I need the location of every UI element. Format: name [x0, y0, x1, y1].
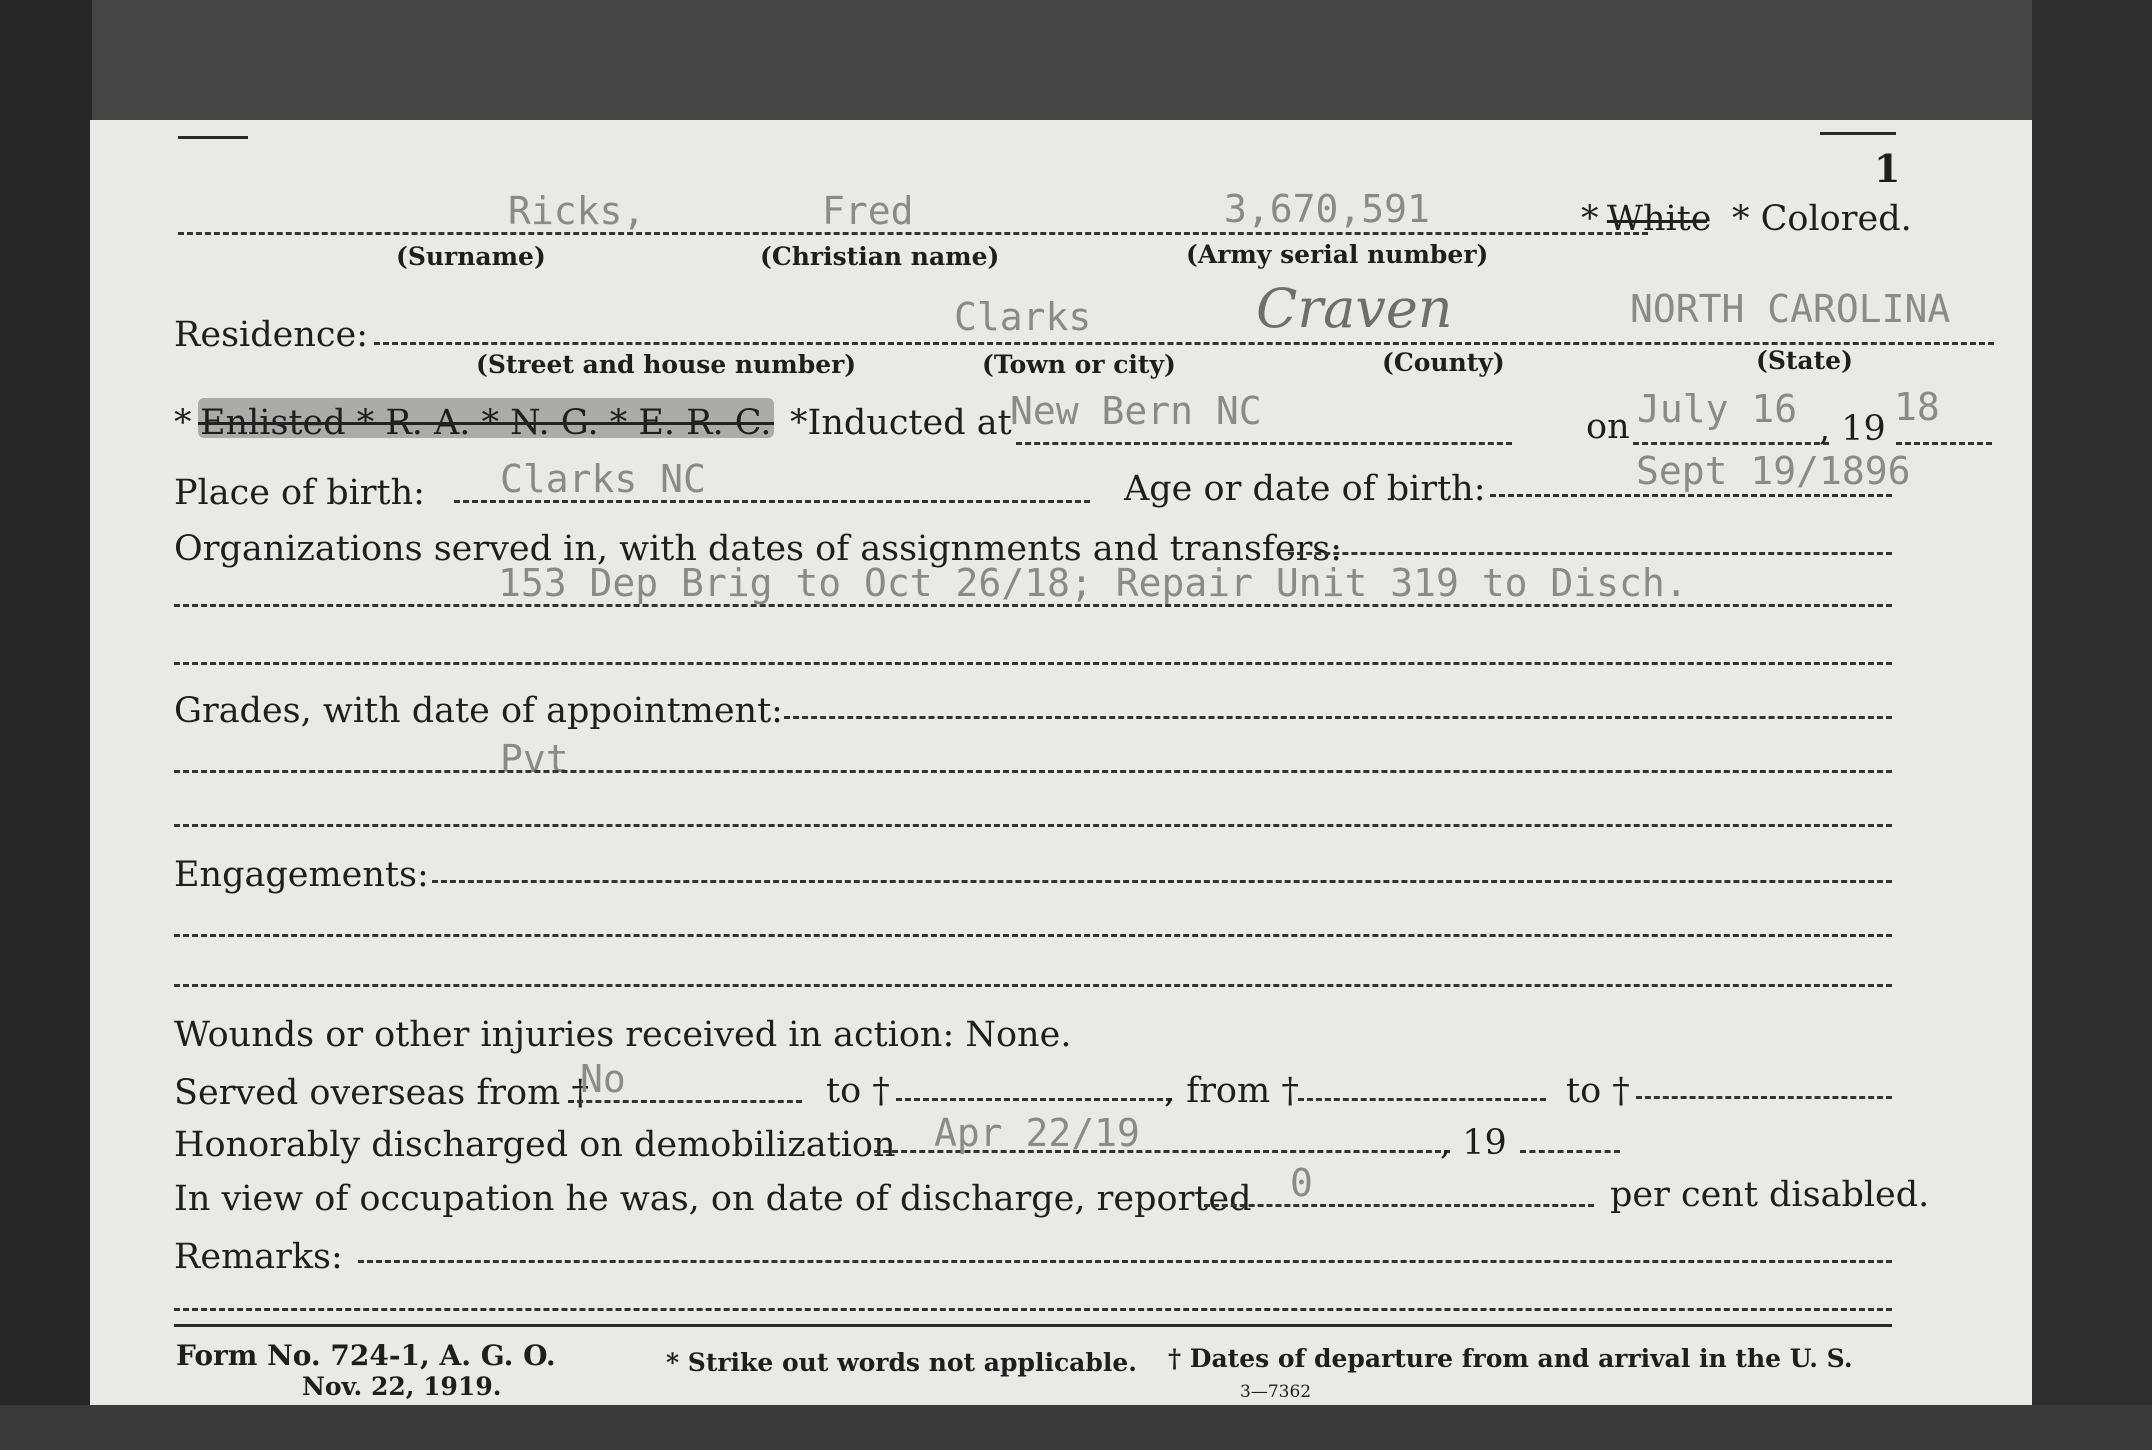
service-record-card [90, 120, 2032, 1405]
disability-value: 0 [1290, 1161, 1313, 1205]
scan-background-right [2032, 0, 2152, 1450]
county-caption: (County) [1382, 348, 1505, 377]
colored-label: * Colored. [1732, 199, 1912, 239]
birth-place: Clarks NC [500, 457, 706, 501]
overseas-to-line [896, 1098, 1172, 1101]
surname-value: Ricks, [508, 189, 646, 233]
overseas-value: No [580, 1057, 626, 1101]
overseas-to-text: to [826, 1071, 862, 1111]
struck-asterisk: * [174, 403, 192, 443]
residence-label: Residence: [174, 315, 368, 355]
residence-line [374, 342, 1994, 345]
grades-line-3 [174, 824, 1892, 827]
state-caption: (State) [1756, 346, 1853, 375]
birth-date-line [1490, 494, 1892, 497]
disability-prefix: In view of occupation he was, on date of discharge, reported [174, 1179, 1252, 1219]
remarks-label: Remarks: [174, 1237, 343, 1277]
christian-caption: (Christian name) [760, 242, 1000, 271]
overseas-label: Served overseas from † [174, 1073, 589, 1113]
grades-line-2 [174, 770, 1892, 773]
disability-line [1204, 1204, 1594, 1207]
remarks-line-1 [358, 1260, 1892, 1263]
inducted-place: New Bern NC [1010, 389, 1262, 433]
remarks-line-2 [174, 1308, 1892, 1311]
discharge-year-label: , 19 [1440, 1123, 1507, 1163]
christian-name-value: Fred [822, 189, 914, 233]
enlisted-strikeout [198, 422, 774, 425]
strike-note: * Strike out words not applicable. [666, 1348, 1137, 1377]
overseas-from2-line [1298, 1098, 1546, 1101]
dates-note: † Dates of departure from and arrival in the U. S. [1168, 1344, 1853, 1373]
induction-year: 18 [1894, 385, 1940, 429]
overseas-to2-text: to [1566, 1071, 1602, 1111]
overseas-to2-line [1636, 1096, 1892, 1099]
corner-rule [178, 136, 248, 139]
grades-label: Grades, with date of appointment: [174, 691, 783, 731]
print-code: 3—7362 [1240, 1382, 1312, 1402]
discharge-label: Honorably discharged on demobilization [174, 1125, 896, 1165]
scan-background-bottom [0, 1405, 2152, 1450]
birth-date: Sept 19/1896 [1636, 449, 1911, 493]
engagements-line-1 [432, 880, 1892, 883]
serial-number-value: 3,670,591 [1224, 187, 1430, 231]
organizations-value: 153 Dep Brig to Oct 26/18; Repair Unit 319 to Disch. [498, 561, 1688, 605]
overseas-to-label: to † [826, 1071, 890, 1111]
overseas-from2-text: , from [1164, 1071, 1271, 1111]
residence-state: NORTH CAROLINA [1630, 287, 1951, 331]
colored-label-text: Colored. [1760, 199, 1912, 239]
overseas-from2-label: , from † [1164, 1071, 1299, 1111]
corner-rule-right [1820, 132, 1896, 135]
discharge-year-line [1520, 1150, 1620, 1153]
engagements-line-3 [174, 984, 1892, 987]
year-prefix: , 19 [1819, 409, 1886, 449]
grades-line-1 [784, 716, 1892, 719]
engagements-line-2 [174, 934, 1892, 937]
scan-background-top [0, 0, 2152, 125]
form-date: Nov. 22, 1919. [302, 1372, 502, 1401]
residence-county: Craven [1256, 277, 1453, 340]
white-strikeout [1607, 220, 1707, 223]
induction-date-line [1633, 442, 1829, 445]
serial-caption: (Army serial number) [1186, 240, 1489, 269]
induction-year-line [1896, 442, 1992, 445]
overseas-label-text: Served overseas from [174, 1073, 561, 1113]
residence-town: Clarks [954, 295, 1092, 339]
enlisted-struck-text: Enlisted * R. A. * N. G. * E. R. C. [200, 403, 772, 443]
form-number: Form No. 724-1, A. G. O. [176, 1339, 556, 1372]
disability-suffix: per cent disabled. [1610, 1175, 1930, 1215]
birth-place-label: Place of birth: [174, 473, 425, 513]
white-asterisk: * [1581, 199, 1599, 239]
discharge-date: Apr 22/19 [934, 1111, 1140, 1155]
page-number: 1 [1874, 146, 1901, 191]
on-label: on [1586, 407, 1630, 447]
footer-rule [174, 1324, 1892, 1327]
overseas-to2-label: to † [1566, 1071, 1630, 1111]
inducted-place-line [1016, 442, 1512, 445]
birth-date-label: Age or date of birth: [1124, 469, 1486, 509]
organizations-line-1 [1288, 552, 1892, 555]
street-caption: (Street and house number) [476, 350, 857, 379]
organizations-label: Organizations served in, with dates of assignments and transfers: [174, 529, 1343, 569]
wounds-text: Wounds or other injuries received in action: None. [174, 1015, 1072, 1055]
year-prefix-digits: 19 [1841, 409, 1886, 449]
scan-background-left [0, 0, 92, 1450]
town-caption: (Town or city) [982, 350, 1176, 379]
engagements-label: Engagements: [174, 855, 429, 895]
grades-value: Pvt [500, 737, 569, 781]
induction-date: July 16 [1637, 387, 1798, 431]
surname-caption: (Surname) [396, 242, 546, 271]
white-label: White [1607, 199, 1712, 239]
inducted-label: *Inducted at [790, 403, 1012, 443]
organizations-line-3 [174, 662, 1892, 665]
